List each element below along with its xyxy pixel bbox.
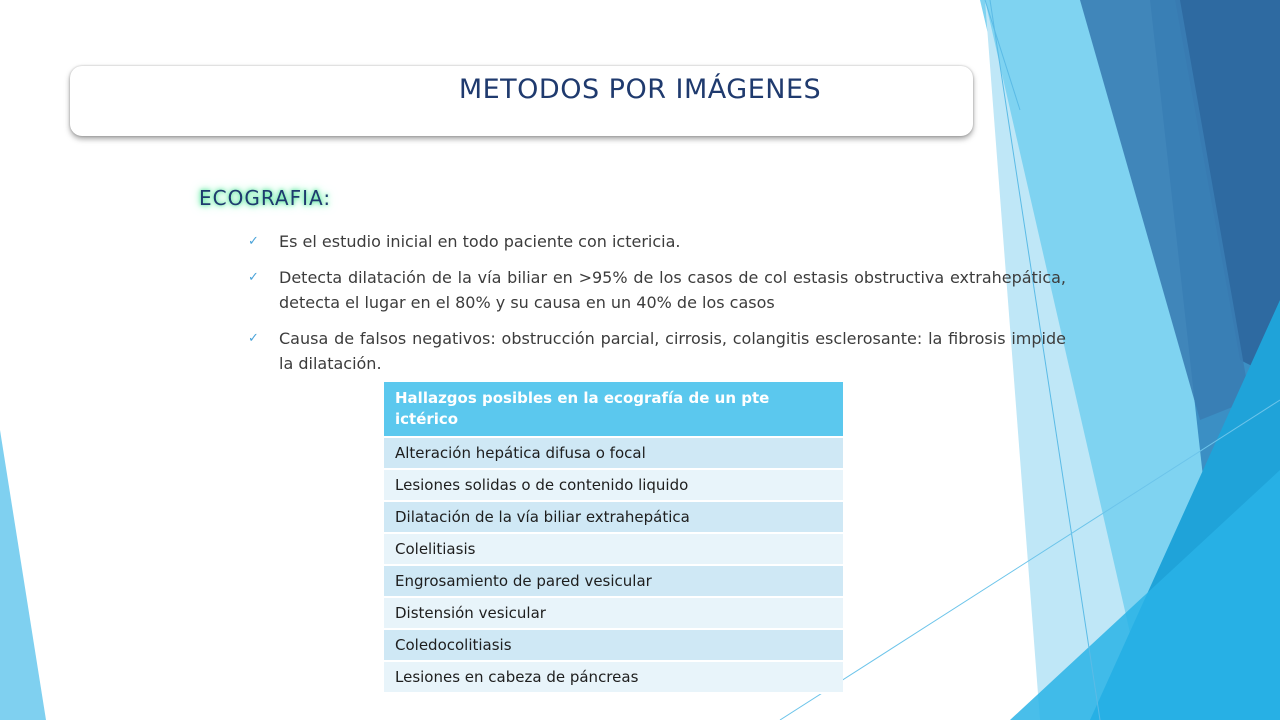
table-row <box>384 630 843 662</box>
table-header-row <box>384 382 843 438</box>
table-row <box>384 502 843 534</box>
bullet-item <box>248 265 1066 315</box>
checkmark-icon: ✓ <box>248 331 259 346</box>
bullet-item <box>248 326 1066 376</box>
table-cell: Lesiones en cabeza de páncreas <box>384 662 843 694</box>
left-accent-shape <box>0 430 46 720</box>
table-row <box>384 566 843 598</box>
bullet-text: Es el estudio inicial en todo paciente con ictericia. <box>279 232 681 251</box>
section-heading: ECOGRAFIA: <box>199 186 332 210</box>
table-row <box>384 598 843 630</box>
table-cell: Coledocolitiasis <box>384 630 843 662</box>
bullet-text: Detecta dilatación de la vía biliar en >95% de los casos de col estasis obstructiva extrahepática, detecta el lugar en el 80% y su causa en un 40% de los casos <box>279 268 1066 312</box>
bullet-list <box>248 229 1066 387</box>
bullet-item <box>248 229 1066 254</box>
table-cell: Lesiones solidas o de contenido liquido <box>384 470 843 502</box>
table-cell: Colelitiasis <box>384 534 843 566</box>
table-row <box>384 662 843 694</box>
slide-title: METODOS POR IMÁGENES <box>458 74 822 105</box>
table-row <box>384 438 843 470</box>
checkmark-icon: ✓ <box>248 234 259 249</box>
bullet-text: Causa de falsos negativos: obstrucción parcial, cirrosis, colangitis esclerosante: la fibrosis impide la dilatación. <box>279 329 1066 373</box>
table-row <box>384 534 843 566</box>
table-row <box>384 470 843 502</box>
table-cell: Distensión vesicular <box>384 598 843 630</box>
table-header: Hallazgos posibles en la ecografía de un pte ictérico <box>384 382 843 438</box>
checkmark-icon: ✓ <box>248 270 259 285</box>
findings-table <box>384 382 843 694</box>
table-cell: Dilatación de la vía biliar extrahepática <box>384 502 843 534</box>
table-cell: Alteración hepática difusa o focal <box>384 438 843 470</box>
table-cell: Engrosamiento de pared vesicular <box>384 566 843 598</box>
